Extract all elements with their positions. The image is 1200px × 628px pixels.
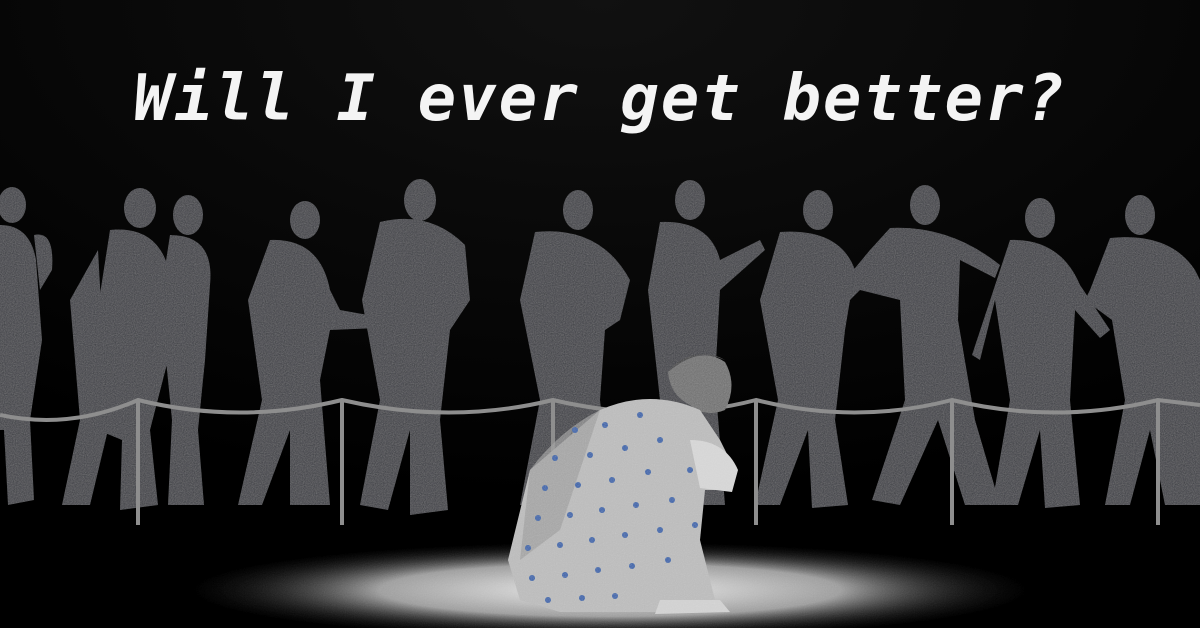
headline: Will I ever get better?: [133, 62, 1067, 136]
